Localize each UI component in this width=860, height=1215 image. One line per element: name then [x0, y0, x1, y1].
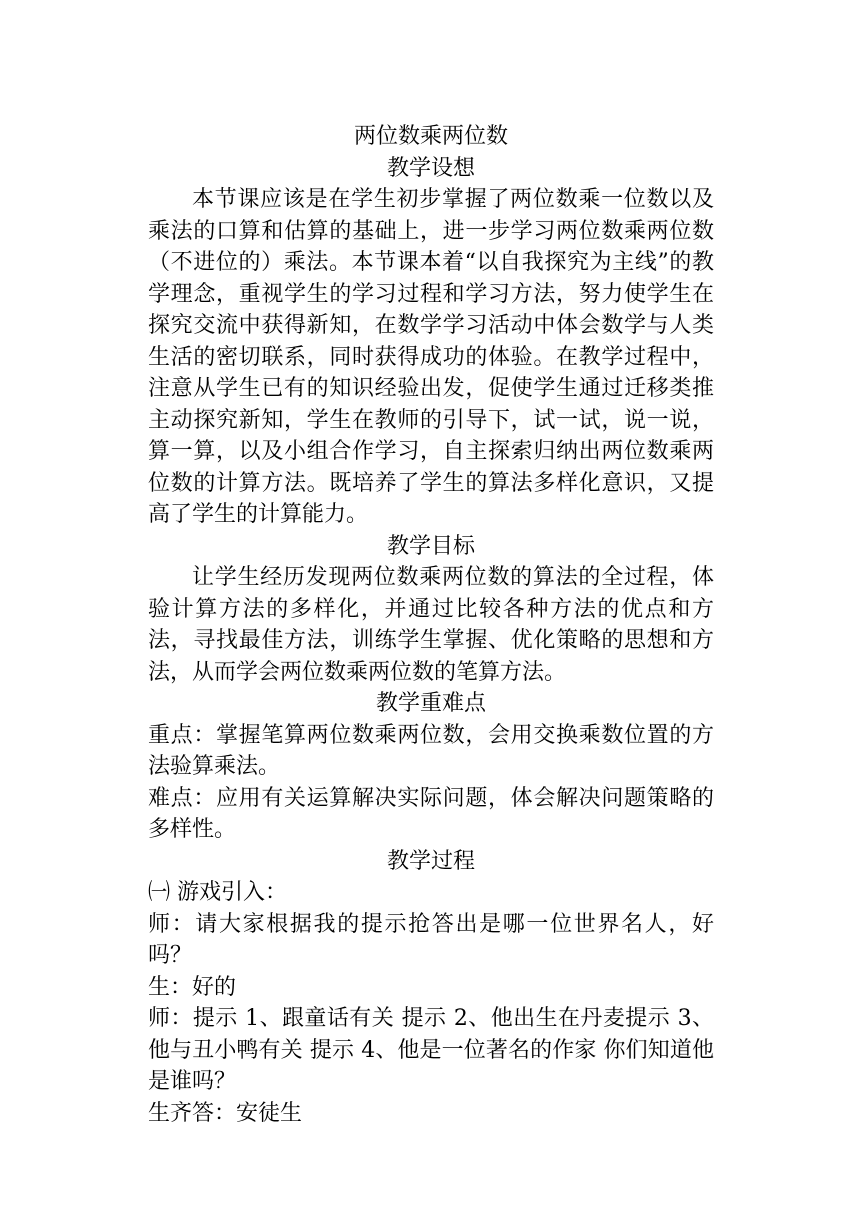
process-step-1: ㈠ 游戏引入： — [148, 880, 287, 905]
heading-key-points: 教学重难点 — [375, 691, 486, 716]
paragraph-difficulty: 难点：应用有关运算解决实际问题，体会解决问题策略的多样性。 — [148, 785, 714, 842]
heading-teaching-goals: 教学目标 — [386, 533, 475, 559]
dialogue-line-3: 师：提示 1、跟童话有关 提示 2、他出生在丹麦提示 3、他与丑小鸭有关 提示 4、他是一位著名的作家 你们知道他是谁吗？ — [148, 1006, 714, 1094]
heading-teaching-idea: 教学设想 — [386, 155, 475, 181]
dialogue-line-1: 师：请大家根据我的提示抢答出是哪一位世界名人，好吗？ — [148, 911, 714, 968]
dialogue-line-2: 生：好的 — [148, 974, 237, 1000]
dialogue-line-4: 生齐答：安徒生 — [148, 1100, 303, 1126]
heading-teaching-process: 教学过程 — [386, 848, 475, 874]
paragraph-focus: 重点：掌握笔算两位数乘两位数，会用交换乘数位置的方法验算乘法。 — [148, 722, 714, 779]
document-title: 两位数乘两位数 — [353, 124, 508, 149]
paragraph-teaching-idea: 本节课应该是在学生初步掌握了两位数乘一位数以及乘法的口算和估算的基础上，进一步学习两位数乘两位数（不进位的）乘法。本节课本着“以自我探究为主线”的教学理念，重视学生的学习过程和学习方法，努力使学生在探究交流中获得新知，在数学学习活动中体会数学与人类生活的密切联系，同时获得成功的体验。在教学过程中，注意从学生已有的知识经验出发，促使学生通过迁移类推主动探究新知，学生在教师的引导下，试一试，说一说，算一算，以及小组合作学习，自主探索归纳出两位数乘两位数的计算方法。既培养了学生的算法多样化意识，又提高了学生的计算能力。 — [148, 187, 714, 527]
paragraph-teaching-goals: 让学生经历发现两位数乘两位数的算法的全过程，体验计算方法的多样化，并通过比较各种方法的优点和方法，寻找最佳方法，训练学生掌握、优化策略的思想和方法，从而学会两位数乘两位数的笔算方法。 — [148, 565, 714, 685]
document-page — [148, 121, 714, 1129]
